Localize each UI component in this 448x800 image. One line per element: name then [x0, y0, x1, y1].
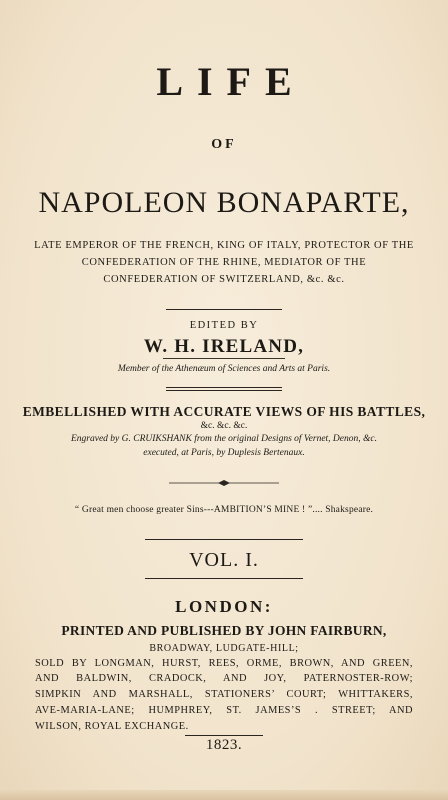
sold-by-line: SOLD BY LONGMAN, HURST, REES, ORME, BROWN, AND GREEN,	[35, 658, 413, 669]
editor-underline	[163, 358, 285, 359]
engraver-line-2: executed, at Paris, by Duplesis Bertenaux.	[143, 448, 305, 458]
sold-by-line: AVE-MARIA-LANE; HUMPHREY, ST. JAMES’S . STREET; AND	[35, 705, 413, 716]
imprint-city: LONDON:	[175, 597, 273, 616]
volume-rule-bottom	[145, 578, 303, 579]
title-name: NAPOLEON BONAPARTE,	[38, 186, 410, 219]
subtitle-line-3: CONFEDERATION OF SWITZERLAND, &c. &c.	[103, 274, 345, 285]
volume-rule-top	[145, 539, 303, 540]
imprint-address: BROADWAY, LUDGATE-HILL;	[149, 643, 299, 654]
subtitle-line-2: CONFEDERATION OF THE RHINE, MEDIATOR OF THE	[81, 257, 367, 268]
ornamental-divider	[169, 479, 279, 487]
volume-number: VOL. I.	[189, 549, 259, 571]
double-rule-bottom	[166, 390, 282, 391]
year-rule	[185, 735, 263, 736]
sold-by-line: AND BALDWIN, CRADOCK, AND JOY, PATERNOSTER-ROW;	[35, 673, 413, 684]
imprint-publisher: PRINTED AND PUBLISHED BY JOHN FAIRBURN,	[61, 623, 387, 638]
epigraph-quote: “ Great men choose greater Sins---AMBITION’S MINE ! ”.... Shakspeare.	[74, 505, 374, 515]
engraver-line-1: Engraved by G. CRUIKSHANK from the original Designs of Vernet, Denon, &c.	[71, 434, 377, 444]
publication-year: 1823.	[205, 737, 243, 753]
editor-name: W. H. IRELAND,	[143, 336, 305, 357]
title-of: OF	[211, 137, 237, 152]
embellishment-heading: EMBELLISHED WITH ACCURATE VIEWS OF HIS BATTLES,	[22, 404, 426, 419]
page-edge-shadow	[0, 790, 448, 800]
double-rule-top	[166, 387, 282, 388]
divider-rule	[166, 309, 282, 310]
subtitle-line-1: LATE EMPEROR OF THE FRENCH, KING OF ITALY, PROTECTOR OF THE	[34, 240, 414, 251]
editor-membership: Member of the Athenæum of Sciences and Arts at Paris.	[117, 364, 331, 374]
sold-by-line: SIMPKIN AND MARSHALL, STATIONERS’ COURT; WHITTAKERS,	[35, 689, 413, 700]
embellishment-etc: &c. &c. &c.	[200, 421, 248, 431]
edited-by-label: EDITED BY	[189, 320, 259, 331]
sold-by-line: WILSON, ROYAL EXCHANGE.	[35, 721, 189, 732]
title-life: LIFE	[156, 59, 306, 104]
